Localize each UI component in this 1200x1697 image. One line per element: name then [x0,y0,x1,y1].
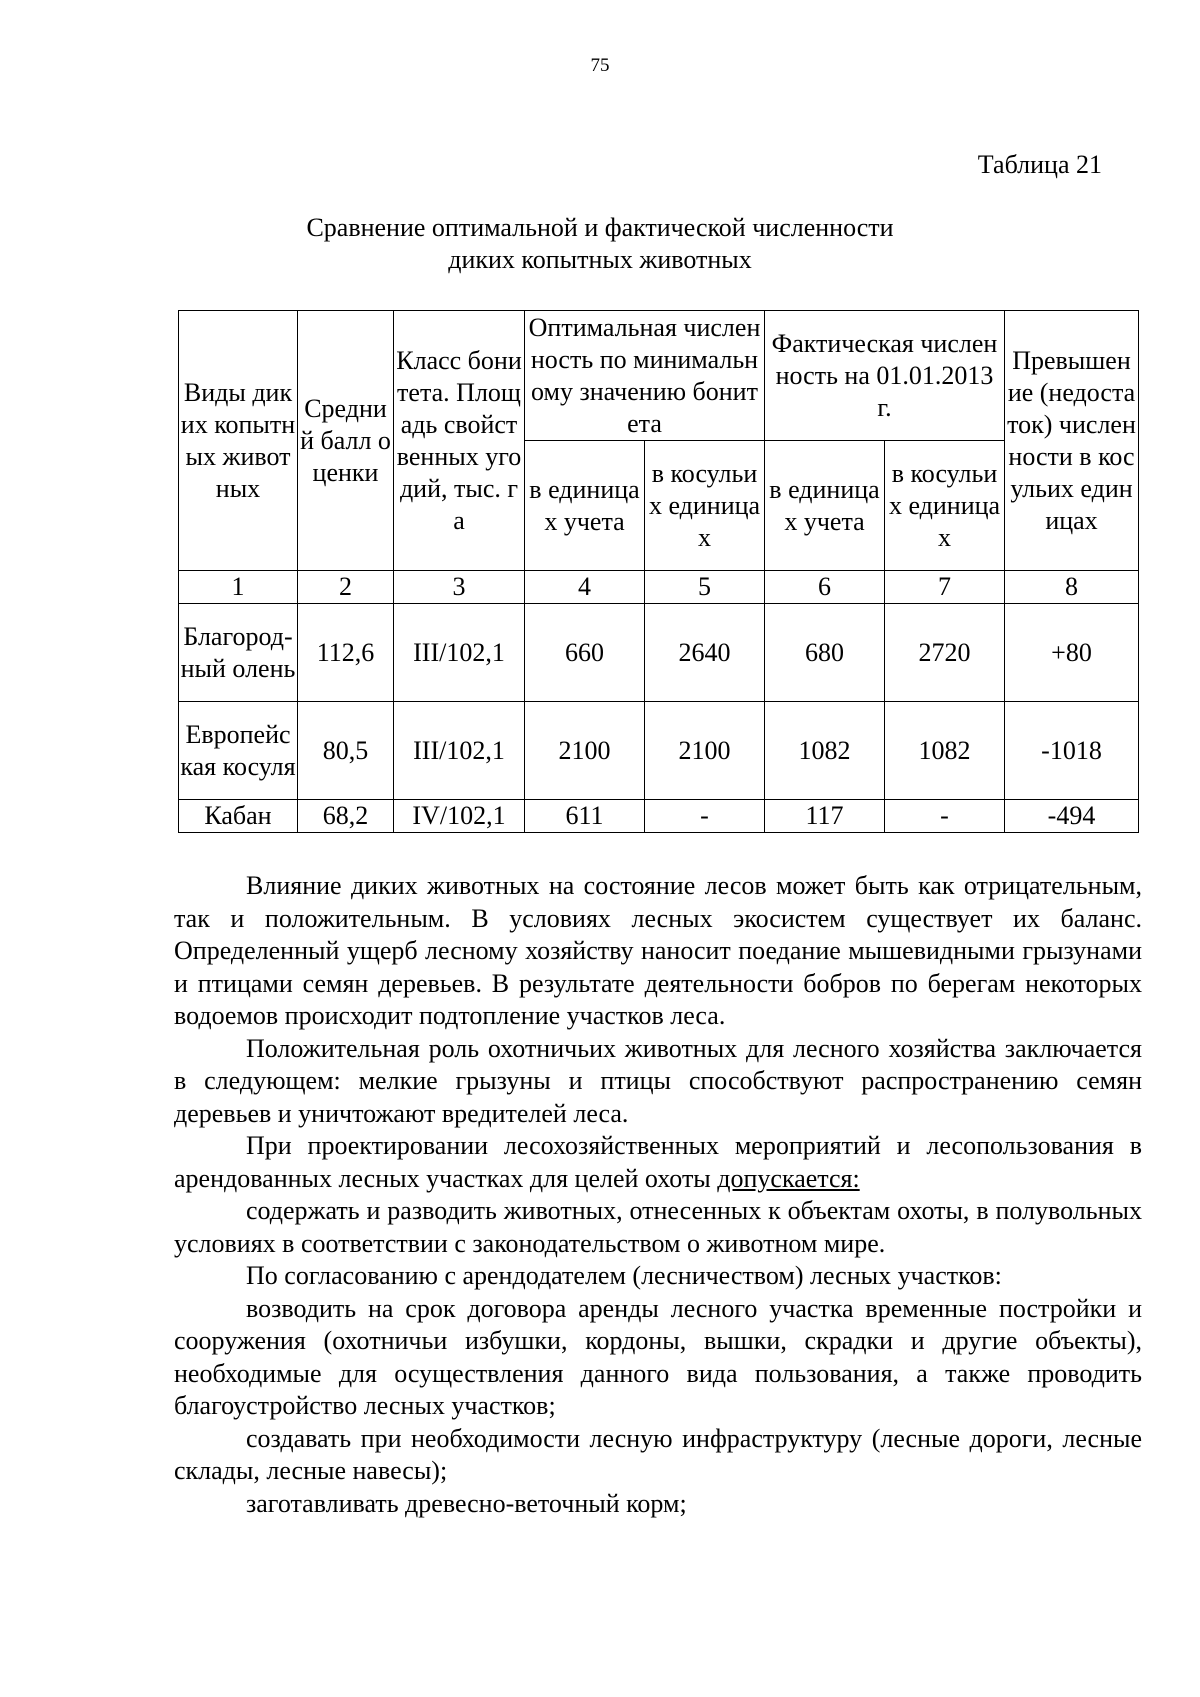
header-sub-units: в единицах учета [525,441,645,571]
header-excess: Превышение (недостаток) численности в косульих единицах [1005,311,1139,571]
cell-diff: -1018 [1005,702,1139,800]
cell-species: Европейская косуля [179,702,298,800]
underlined-text: допускается: [717,1163,860,1193]
header-sub-units2: в единицах учета [765,441,885,571]
table-row [179,702,1139,800]
header-actual: Фактическая численность на 01.01.2013 г. [765,311,1005,441]
header-optimal: Оптимальная численность по минимальному значению бонитета [525,311,765,441]
table-row [179,800,1139,833]
cell-act-units: 1082 [765,702,885,800]
header-species: Виды диких копытных животных [179,311,298,571]
cell-opt-units: 660 [525,604,645,702]
cell-score: 68,2 [298,800,394,833]
col-number: 7 [885,571,1005,604]
cell-score: 80,5 [298,702,394,800]
cell-act-units: 680 [765,604,885,702]
cell-opt-roe: 2640 [645,604,765,702]
paragraph: содержать и разводить животных, отнесенных к объектам охоты, в полувольных условиях в соответствии с законодательством о животном мире. [174,1196,1142,1258]
cell-act-roe: - [885,800,1005,833]
comparison-table [178,310,1139,833]
col-number: 3 [394,571,525,604]
col-number: 8 [1005,571,1139,604]
col-number: 1 [179,571,298,604]
paragraph: По согласованию с арендодателем (лесничеством) лесных участков: [246,1261,1002,1290]
cell-act-roe: 2720 [885,604,1005,702]
cell-opt-units: 2100 [525,702,645,800]
header-sub-roe: в косульих единицах [645,441,765,571]
cell-species: Кабан [179,800,298,833]
col-number: 5 [645,571,765,604]
cell-species: Благород-ный олень [179,604,298,702]
paragraph: Положительная роль охотничьих животных для лесного хозяйства заключается в следующем: мелкие грызуны и птицы способствуют распространению семян деревьев и уничтожают вредителей леса. [174,1033,1142,1128]
cell-diff: -494 [1005,800,1139,833]
cell-diff: +80 [1005,604,1139,702]
header-class-area: Класс бонитета. Площадь свойственных угодий, тыс. га [394,311,525,571]
paragraph [174,1130,1142,1195]
paragraph: Влияние диких животных на состояние лесов может быть как отрицательным, так и положительным. В условиях лесных экосистем существует их баланс. Определенный ущерб лесному хозяйству наносит поедание мышевидными грызунами и птицами семян деревьев. В результате деятельности бобров по берегам некоторых водоемов происходит подтопление участков леса. [174,871,1142,1030]
cell-act-roe: 1082 [885,702,1005,800]
cell-class: III/102,1 [394,702,525,800]
table-title-line1: Сравнение оптимальной и фактической численности [306,213,894,242]
table-row [179,604,1139,702]
cell-opt-roe: 2100 [645,702,765,800]
col-number: 4 [525,571,645,604]
cell-opt-roe: - [645,800,765,833]
header-avg-score: Средний балл оценки [298,311,394,571]
body-text [174,870,1142,1520]
table-label: Таблица 21 [977,150,1102,179]
paragraph-text: При проектировании лесохозяйственных мероприятий и лесопользования в арендованных лесных участках для целей охоты [174,1131,1142,1193]
col-number: 2 [298,571,394,604]
cell-opt-units: 611 [525,800,645,833]
cell-class: III/102,1 [394,604,525,702]
header-sub-roe2: в косульих единицах [885,441,1005,571]
table-title-line2: диких копытных животных [448,245,752,274]
paragraph: заготавливать древесно-веточный корм; [246,1488,687,1518]
cell-class: IV/102,1 [394,800,525,833]
paragraph: возводить на срок договора аренды лесного участка временные постройки и сооружения (охотничьи избушки, кордоны, вышки, скрадки и другие объекты), необходимые для осуществления данного вида пользования, а также проводить благоустройство лесных участков; [174,1293,1142,1420]
paragraph: создавать при необходимости лесную инфраструктуру (лесные дороги, лесные склады, лесные навесы); [174,1423,1142,1485]
cell-score: 112,6 [298,604,394,702]
page-number: 75 [590,55,610,76]
cell-act-units: 117 [765,800,885,833]
table-title [0,212,1200,276]
col-number: 6 [765,571,885,604]
